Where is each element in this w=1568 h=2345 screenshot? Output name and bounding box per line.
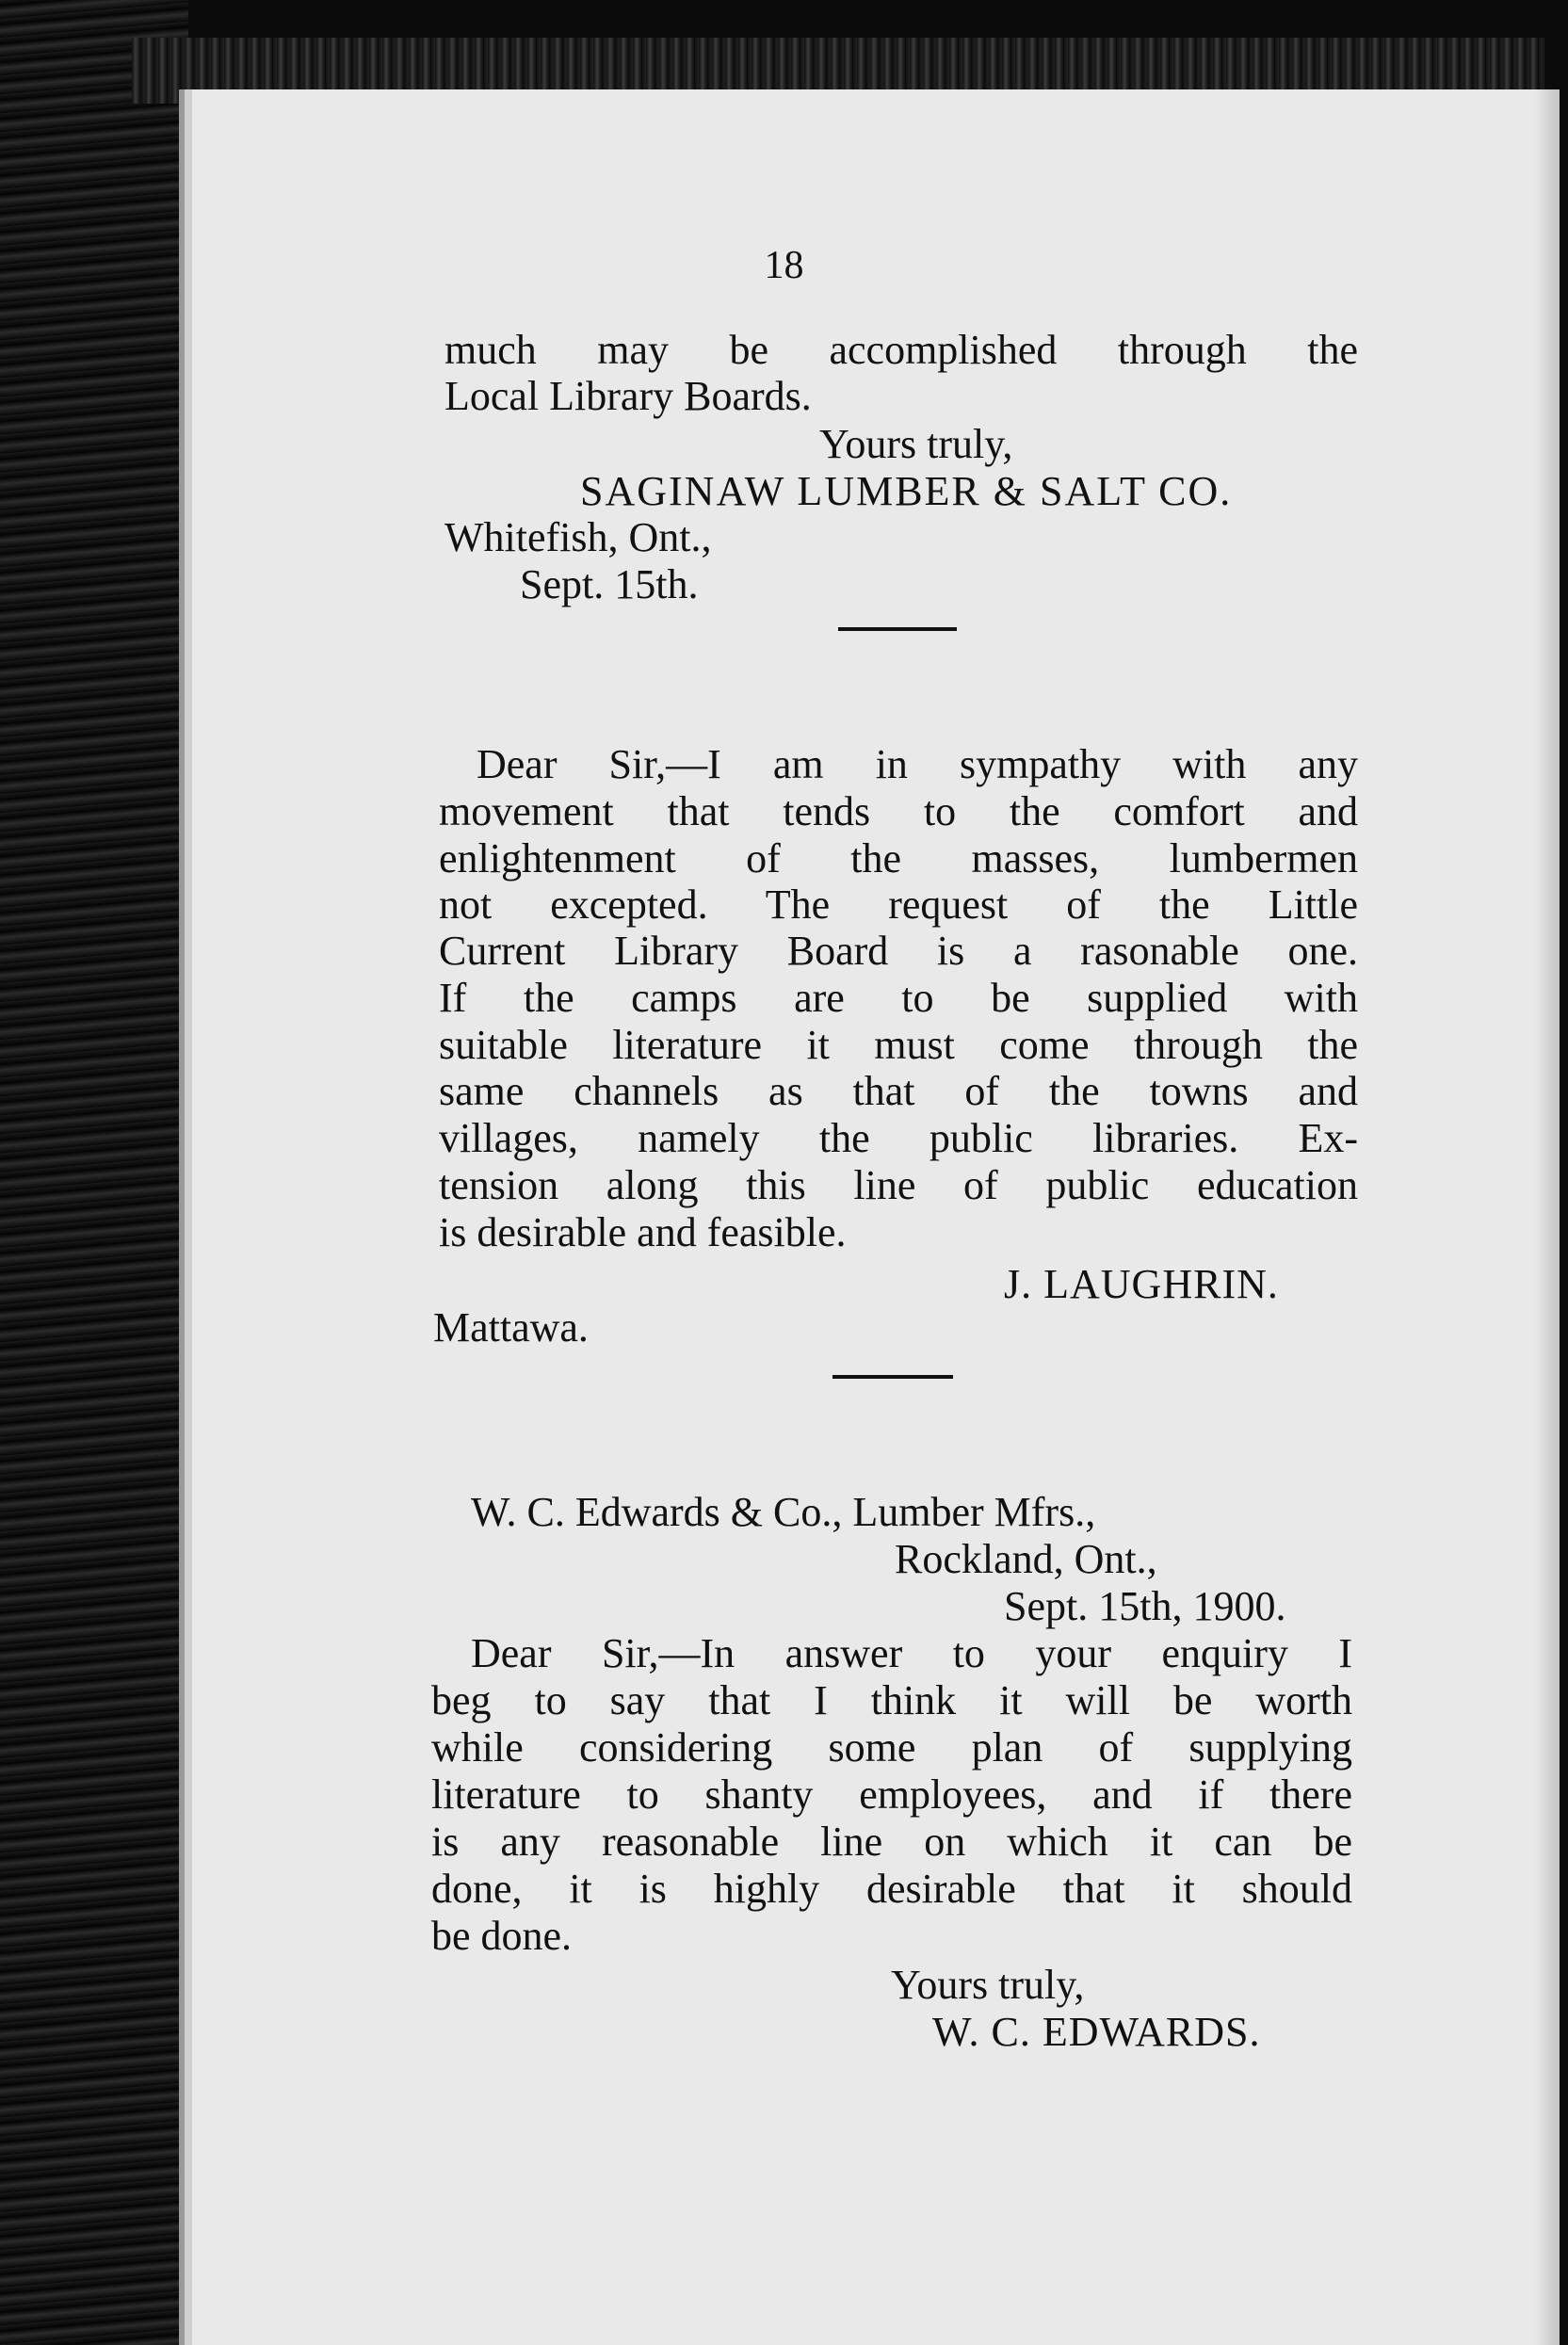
body-line: much may be accomplished through the (445, 327, 1358, 373)
body-line: done, it is highly desirable that it should (431, 1866, 1352, 1912)
place: Mattawa. (433, 1304, 589, 1350)
book-binding-edge (0, 0, 188, 2345)
body-line: be done. (431, 1913, 573, 1959)
date: Sept. 15th. (520, 561, 699, 607)
body-line: tension along this line of public education (439, 1162, 1358, 1208)
place: Whitefish, Ont., (445, 514, 712, 560)
body-line: Dear Sir,—I am in sympathy with any (477, 741, 1358, 787)
signature: J. LAUGHRIN. (1004, 1261, 1279, 1307)
section-divider (832, 1375, 953, 1379)
body-line: movement that tends to the comfort and (439, 788, 1358, 834)
body-line: same channels as that of the towns and (439, 1068, 1358, 1114)
body-line: beg to say that I think it will be worth (431, 1677, 1352, 1723)
page-fore-edge (1535, 89, 1560, 2345)
body-line: is desirable and feasible. (439, 1209, 847, 1255)
body-line: Dear Sir,—In answer to your enquiry I (471, 1630, 1352, 1676)
body-line: suitable literature it must come through the (439, 1022, 1358, 1068)
body-line: while considering some plan of supplying (431, 1724, 1352, 1771)
body-line: Current Library Board is a rasonable one. (439, 928, 1358, 974)
body-line: villages, namely the public libraries. Ex- (439, 1115, 1358, 1161)
body-line: Local Library Boards. (445, 373, 812, 419)
signature: SAGINAW LUMBER & SALT CO. (580, 468, 1233, 514)
page-number: 18 (764, 244, 804, 287)
body-line: not excepted. The request of the Little (439, 881, 1358, 928)
body-line: is any reasonable line on which it can be (431, 1819, 1352, 1865)
letterhead: W. C. Edwards & Co., Lumber Mfrs., (471, 1489, 1096, 1535)
body-line: If the camps are to be supplied with (439, 975, 1358, 1021)
body-line: literature to shanty employees, and if there (431, 1771, 1352, 1818)
place: Rockland, Ont., (895, 1536, 1157, 1582)
closing: Yours truly, (819, 421, 1013, 467)
closing: Yours truly, (891, 1962, 1085, 2008)
body-line: enlightenment of the masses, lumbermen (439, 835, 1358, 881)
section-divider (838, 627, 957, 631)
signature: W. C. EDWARDS. (932, 2009, 1261, 2055)
date: Sept. 15th, 1900. (1004, 1583, 1286, 1629)
